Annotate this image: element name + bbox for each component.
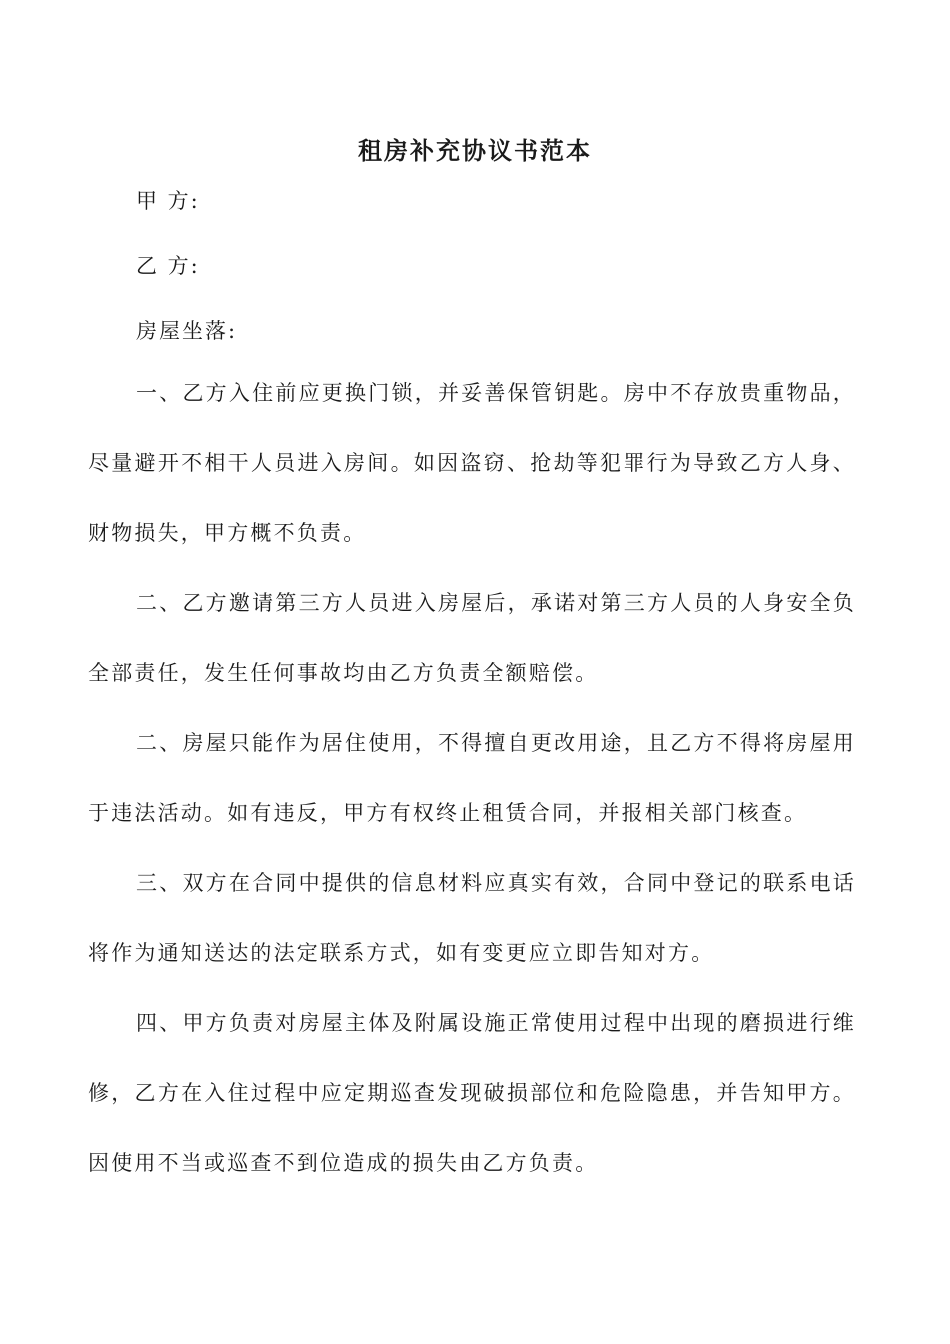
- party-b-field: 乙 方:: [136, 254, 200, 278]
- clause-4: 三、双方在合同中提供的信息材料应真实有效，合同中登记的联系电话将作为通知送达的法定联系方式，如有变更应立即告知对方。: [88, 871, 856, 965]
- clause-1: 一、乙方入住前应更换门锁，并妥善保管钥匙。房中不存放贵重物品，尽量避开不相干人员进入房间。如因盗窃、抢劫等犯罪行为导致乙方人身、财物损失，甲方概不负责。: [88, 381, 856, 545]
- location-field: 房屋坐落:: [136, 319, 238, 343]
- clause-3: 二、房屋只能作为居住使用，不得擅自更改用途，且乙方不得将房屋用于违法活动。如有违反，甲方有权终止租赁合同，并报相关部门核查。: [88, 731, 856, 825]
- clause-5: 四、甲方负责对房屋主体及附属设施正常使用过程中出现的磨损进行维修，乙方在入住过程中应定期巡查发现破损部位和危险隐患，并告知甲方。因使用不当或巡查不到位造成的损失由乙方负责。: [88, 1011, 856, 1175]
- clause-2: 二、乙方邀请第三方人员进入房屋后，承诺对第三方人员的人身安全负全部责任，发生任何事故均由乙方负责全额赔偿。: [88, 591, 856, 685]
- party-a-field: 甲 方:: [136, 189, 200, 213]
- document-title: 租房补充协议书范本: [358, 136, 592, 165]
